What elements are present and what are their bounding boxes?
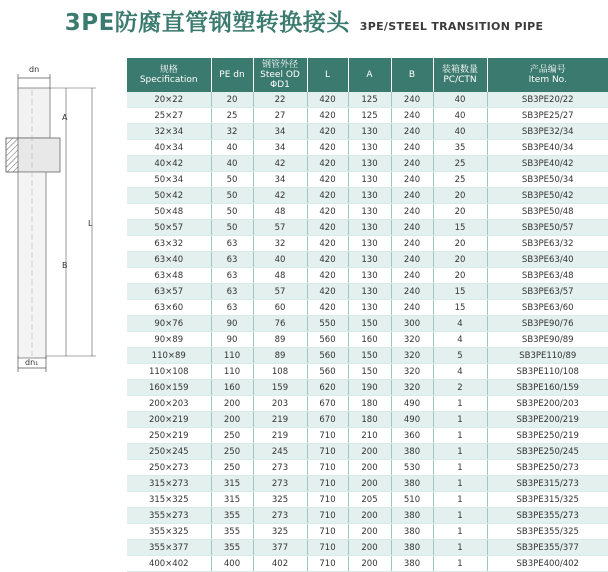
cell-pc-ctn: 1 bbox=[433, 524, 487, 540]
cell-item-no: SB3PE20/22 bbox=[487, 92, 608, 108]
cell-item-no: SB3PE250/219 bbox=[487, 428, 608, 444]
cell-pe-dn: 250 bbox=[211, 428, 253, 444]
cell-item-no: SB3PE160/159 bbox=[487, 380, 608, 396]
cell-steel-od: 377 bbox=[253, 540, 307, 556]
cell-pe-dn: 90 bbox=[211, 332, 253, 348]
cell-b: 300 bbox=[391, 316, 433, 332]
cell-pe-dn: 50 bbox=[211, 172, 253, 188]
cell-l: 420 bbox=[307, 252, 348, 268]
cell-specification: 40×34 bbox=[127, 140, 211, 156]
cell-specification: 90×89 bbox=[127, 332, 211, 348]
cell-item-no: SB3PE250/273 bbox=[487, 460, 608, 476]
table-row bbox=[127, 396, 608, 412]
cell-steel-od: 108 bbox=[253, 364, 307, 380]
cell-specification: 315×325 bbox=[127, 492, 211, 508]
header-pe-dn: PE dn bbox=[211, 58, 253, 92]
cell-l: 710 bbox=[307, 428, 348, 444]
cell-steel-od: 325 bbox=[253, 524, 307, 540]
cell-l: 560 bbox=[307, 348, 348, 364]
table-row bbox=[127, 172, 608, 188]
cell-l: 420 bbox=[307, 92, 348, 108]
cell-pc-ctn: 1 bbox=[433, 540, 487, 556]
table-row bbox=[127, 476, 608, 492]
cell-item-no: SB3PE40/42 bbox=[487, 156, 608, 172]
cell-pc-ctn: 1 bbox=[433, 412, 487, 428]
cell-b: 240 bbox=[391, 220, 433, 236]
cell-pe-dn: 20 bbox=[211, 92, 253, 108]
cell-b: 490 bbox=[391, 412, 433, 428]
cell-a: 200 bbox=[348, 556, 391, 572]
cell-l: 420 bbox=[307, 156, 348, 172]
cell-pe-dn: 355 bbox=[211, 524, 253, 540]
cell-pc-ctn: 4 bbox=[433, 316, 487, 332]
cell-pe-dn: 315 bbox=[211, 492, 253, 508]
cell-a: 130 bbox=[348, 156, 391, 172]
cell-l: 420 bbox=[307, 268, 348, 284]
table-row bbox=[127, 92, 608, 108]
cell-item-no: SB3PE63/32 bbox=[487, 236, 608, 252]
cell-steel-od: 42 bbox=[253, 188, 307, 204]
cell-pc-ctn: 25 bbox=[433, 156, 487, 172]
table-row bbox=[127, 156, 608, 172]
cell-l: 420 bbox=[307, 220, 348, 236]
cell-a: 130 bbox=[348, 140, 391, 156]
cell-l: 710 bbox=[307, 508, 348, 524]
table-row bbox=[127, 412, 608, 428]
cell-steel-od: 89 bbox=[253, 332, 307, 348]
cell-pc-ctn: 4 bbox=[433, 364, 487, 380]
cell-pe-dn: 50 bbox=[211, 220, 253, 236]
cell-a: 200 bbox=[348, 476, 391, 492]
cell-pe-dn: 200 bbox=[211, 412, 253, 428]
cell-pc-ctn: 1 bbox=[433, 460, 487, 476]
table-row bbox=[127, 204, 608, 220]
cell-steel-od: 34 bbox=[253, 140, 307, 156]
pipe-diagram bbox=[0, 60, 126, 380]
table-row bbox=[127, 236, 608, 252]
cell-steel-od: 48 bbox=[253, 204, 307, 220]
cell-l: 420 bbox=[307, 124, 348, 140]
cell-pe-dn: 355 bbox=[211, 540, 253, 556]
cell-a: 130 bbox=[348, 236, 391, 252]
table-row bbox=[127, 252, 608, 268]
cell-a: 205 bbox=[348, 492, 391, 508]
header-pc-ctn: 装箱数量 PC/CTN bbox=[433, 58, 487, 92]
cell-pc-ctn: 40 bbox=[433, 108, 487, 124]
table-row bbox=[127, 316, 608, 332]
cell-pe-dn: 25 bbox=[211, 108, 253, 124]
cell-l: 420 bbox=[307, 188, 348, 204]
cell-specification: 90×76 bbox=[127, 316, 211, 332]
cell-b: 240 bbox=[391, 252, 433, 268]
cell-specification: 63×60 bbox=[127, 300, 211, 316]
table-row bbox=[127, 492, 608, 508]
transition-collar bbox=[18, 138, 60, 172]
cell-pc-ctn: 1 bbox=[433, 476, 487, 492]
cell-steel-od: 34 bbox=[253, 124, 307, 140]
table-row bbox=[127, 300, 608, 316]
cell-b: 360 bbox=[391, 428, 433, 444]
cell-b: 380 bbox=[391, 508, 433, 524]
table-row bbox=[127, 556, 608, 572]
header-item-no: 产品编号 Item No. bbox=[487, 58, 608, 92]
cell-pe-dn: 400 bbox=[211, 556, 253, 572]
cell-a: 200 bbox=[348, 460, 391, 476]
cell-b: 380 bbox=[391, 444, 433, 460]
table-row bbox=[127, 284, 608, 300]
cell-b: 380 bbox=[391, 556, 433, 572]
cell-a: 160 bbox=[348, 332, 391, 348]
cell-pc-ctn: 1 bbox=[433, 444, 487, 460]
table-row bbox=[127, 188, 608, 204]
cell-l: 420 bbox=[307, 284, 348, 300]
cell-pe-dn: 110 bbox=[211, 364, 253, 380]
cell-pc-ctn: 1 bbox=[433, 428, 487, 444]
header-l: L bbox=[307, 58, 348, 92]
cell-pe-dn: 50 bbox=[211, 188, 253, 204]
cell-specification: 63×57 bbox=[127, 284, 211, 300]
cell-steel-od: 273 bbox=[253, 460, 307, 476]
cell-b: 240 bbox=[391, 236, 433, 252]
cell-pc-ctn: 20 bbox=[433, 252, 487, 268]
cell-pe-dn: 110 bbox=[211, 348, 253, 364]
table-row bbox=[127, 460, 608, 476]
cell-specification: 250×219 bbox=[127, 428, 211, 444]
cell-l: 710 bbox=[307, 524, 348, 540]
cell-steel-od: 325 bbox=[253, 492, 307, 508]
cell-l: 420 bbox=[307, 108, 348, 124]
cell-l: 670 bbox=[307, 412, 348, 428]
cell-item-no: SB3PE63/40 bbox=[487, 252, 608, 268]
cell-b: 380 bbox=[391, 524, 433, 540]
cell-specification: 355×273 bbox=[127, 508, 211, 524]
cell-item-no: SB3PE200/203 bbox=[487, 396, 608, 412]
table-row bbox=[127, 268, 608, 284]
cell-l: 420 bbox=[307, 172, 348, 188]
cell-specification: 110×108 bbox=[127, 364, 211, 380]
table-row bbox=[127, 140, 608, 156]
cell-pc-ctn: 2 bbox=[433, 380, 487, 396]
cell-item-no: SB3PE400/402 bbox=[487, 556, 608, 572]
cell-steel-od: 402 bbox=[253, 556, 307, 572]
cell-steel-od: 89 bbox=[253, 348, 307, 364]
cell-a: 125 bbox=[348, 108, 391, 124]
header-steel-od: 钢管外径 Steel OD ΦD1 bbox=[253, 58, 307, 92]
cell-specification: 63×48 bbox=[127, 268, 211, 284]
cell-b: 240 bbox=[391, 268, 433, 284]
cell-b: 380 bbox=[391, 540, 433, 556]
cell-specification: 40×42 bbox=[127, 156, 211, 172]
cell-pc-ctn: 20 bbox=[433, 268, 487, 284]
cell-a: 150 bbox=[348, 348, 391, 364]
cell-steel-od: 219 bbox=[253, 428, 307, 444]
cell-b: 490 bbox=[391, 396, 433, 412]
cell-pe-dn: 315 bbox=[211, 476, 253, 492]
cell-steel-od: 32 bbox=[253, 236, 307, 252]
cell-b: 240 bbox=[391, 108, 433, 124]
cell-pc-ctn: 5 bbox=[433, 348, 487, 364]
cell-item-no: SB3PE50/48 bbox=[487, 204, 608, 220]
cell-pe-dn: 63 bbox=[211, 300, 253, 316]
cell-pe-dn: 40 bbox=[211, 156, 253, 172]
cell-specification: 50×57 bbox=[127, 220, 211, 236]
cell-l: 710 bbox=[307, 460, 348, 476]
cell-a: 125 bbox=[348, 92, 391, 108]
cell-a: 180 bbox=[348, 412, 391, 428]
cell-pc-ctn: 35 bbox=[433, 140, 487, 156]
cell-b: 240 bbox=[391, 156, 433, 172]
cell-item-no: SB3PE315/325 bbox=[487, 492, 608, 508]
cell-specification: 32×34 bbox=[127, 124, 211, 140]
page-title bbox=[0, 4, 608, 37]
cell-b: 530 bbox=[391, 460, 433, 476]
cell-item-no: SB3PE63/60 bbox=[487, 300, 608, 316]
cell-a: 190 bbox=[348, 380, 391, 396]
cell-item-no: SB3PE90/76 bbox=[487, 316, 608, 332]
cell-pe-dn: 355 bbox=[211, 508, 253, 524]
cell-steel-od: 57 bbox=[253, 284, 307, 300]
cell-pc-ctn: 20 bbox=[433, 204, 487, 220]
cell-item-no: SB3PE50/42 bbox=[487, 188, 608, 204]
cell-a: 150 bbox=[348, 316, 391, 332]
table-row bbox=[127, 428, 608, 444]
cell-steel-od: 34 bbox=[253, 172, 307, 188]
cell-pc-ctn: 25 bbox=[433, 172, 487, 188]
cell-item-no: SB3PE50/34 bbox=[487, 172, 608, 188]
cell-pc-ctn: 15 bbox=[433, 284, 487, 300]
cell-item-no: SB3PE200/219 bbox=[487, 412, 608, 428]
cell-steel-od: 203 bbox=[253, 396, 307, 412]
cell-b: 320 bbox=[391, 364, 433, 380]
cell-specification: 315×273 bbox=[127, 476, 211, 492]
cell-specification: 110×89 bbox=[127, 348, 211, 364]
cell-steel-od: 273 bbox=[253, 476, 307, 492]
cell-specification: 400×402 bbox=[127, 556, 211, 572]
cell-steel-od: 245 bbox=[253, 444, 307, 460]
cell-steel-od: 76 bbox=[253, 316, 307, 332]
cell-b: 240 bbox=[391, 188, 433, 204]
table-row bbox=[127, 540, 608, 556]
cell-item-no: SB3PE50/57 bbox=[487, 220, 608, 236]
cell-item-no: SB3PE315/273 bbox=[487, 476, 608, 492]
cell-a: 130 bbox=[348, 124, 391, 140]
cell-b: 320 bbox=[391, 380, 433, 396]
cell-item-no: SB3PE32/34 bbox=[487, 124, 608, 140]
cell-l: 710 bbox=[307, 492, 348, 508]
cell-l: 710 bbox=[307, 540, 348, 556]
table-row bbox=[127, 524, 608, 540]
table-row bbox=[127, 332, 608, 348]
table-row bbox=[127, 364, 608, 380]
cell-b: 380 bbox=[391, 476, 433, 492]
cell-pc-ctn: 40 bbox=[433, 92, 487, 108]
cell-specification: 250×273 bbox=[127, 460, 211, 476]
cell-b: 240 bbox=[391, 204, 433, 220]
table-body bbox=[127, 92, 608, 572]
cell-pc-ctn: 15 bbox=[433, 300, 487, 316]
dim-label-l: L bbox=[88, 219, 93, 228]
cell-pc-ctn: 1 bbox=[433, 508, 487, 524]
cell-a: 130 bbox=[348, 188, 391, 204]
cell-steel-od: 57 bbox=[253, 220, 307, 236]
cell-b: 320 bbox=[391, 348, 433, 364]
table-row bbox=[127, 444, 608, 460]
cell-specification: 200×219 bbox=[127, 412, 211, 428]
cell-specification: 25×27 bbox=[127, 108, 211, 124]
cell-pe-dn: 160 bbox=[211, 380, 253, 396]
cell-b: 240 bbox=[391, 172, 433, 188]
dim-label-dn1: dn₁ bbox=[25, 358, 39, 367]
cell-item-no: SB3PE250/245 bbox=[487, 444, 608, 460]
cell-steel-od: 42 bbox=[253, 156, 307, 172]
cell-a: 130 bbox=[348, 220, 391, 236]
cell-pe-dn: 250 bbox=[211, 444, 253, 460]
cell-item-no: SB3PE25/27 bbox=[487, 108, 608, 124]
cell-pe-dn: 63 bbox=[211, 236, 253, 252]
cell-pc-ctn: 15 bbox=[433, 220, 487, 236]
cell-a: 130 bbox=[348, 204, 391, 220]
table-row bbox=[127, 108, 608, 124]
cell-l: 420 bbox=[307, 300, 348, 316]
cell-pe-dn: 63 bbox=[211, 252, 253, 268]
cell-b: 240 bbox=[391, 124, 433, 140]
cell-item-no: SB3PE355/325 bbox=[487, 524, 608, 540]
dim-label-a: A bbox=[62, 113, 68, 122]
technical-drawing bbox=[0, 60, 126, 380]
header-specification: 规格 Specification bbox=[127, 58, 211, 92]
cell-item-no: SB3PE110/108 bbox=[487, 364, 608, 380]
cell-item-no: SB3PE90/89 bbox=[487, 332, 608, 348]
cell-specification: 250×245 bbox=[127, 444, 211, 460]
cell-steel-od: 48 bbox=[253, 268, 307, 284]
header-b: B bbox=[391, 58, 433, 92]
cell-steel-od: 159 bbox=[253, 380, 307, 396]
cell-b: 240 bbox=[391, 284, 433, 300]
cell-a: 180 bbox=[348, 396, 391, 412]
table-header-row bbox=[127, 58, 608, 92]
cell-item-no: SB3PE40/34 bbox=[487, 140, 608, 156]
cell-steel-od: 273 bbox=[253, 508, 307, 524]
cell-a: 130 bbox=[348, 252, 391, 268]
cell-item-no: SB3PE63/57 bbox=[487, 284, 608, 300]
table-row bbox=[127, 348, 608, 364]
cell-a: 130 bbox=[348, 284, 391, 300]
cell-steel-od: 40 bbox=[253, 252, 307, 268]
cell-pc-ctn: 1 bbox=[433, 492, 487, 508]
cell-item-no: SB3PE110/89 bbox=[487, 348, 608, 364]
cell-item-no: SB3PE355/273 bbox=[487, 508, 608, 524]
cell-a: 130 bbox=[348, 172, 391, 188]
cell-steel-od: 219 bbox=[253, 412, 307, 428]
cell-pc-ctn: 1 bbox=[433, 396, 487, 412]
cell-a: 130 bbox=[348, 300, 391, 316]
cell-l: 620 bbox=[307, 380, 348, 396]
table-row bbox=[127, 508, 608, 524]
cell-l: 420 bbox=[307, 204, 348, 220]
cell-b: 240 bbox=[391, 140, 433, 156]
cell-l: 710 bbox=[307, 476, 348, 492]
cell-a: 200 bbox=[348, 540, 391, 556]
cell-a: 200 bbox=[348, 444, 391, 460]
cell-item-no: SB3PE63/48 bbox=[487, 268, 608, 284]
cell-specification: 355×325 bbox=[127, 524, 211, 540]
cell-a: 210 bbox=[348, 428, 391, 444]
cell-specification: 200×203 bbox=[127, 396, 211, 412]
cell-b: 320 bbox=[391, 332, 433, 348]
cell-l: 420 bbox=[307, 236, 348, 252]
table-row bbox=[127, 220, 608, 236]
dim-label-dn: dn bbox=[29, 65, 40, 74]
cell-steel-od: 22 bbox=[253, 92, 307, 108]
cell-specification: 50×48 bbox=[127, 204, 211, 220]
cell-l: 710 bbox=[307, 556, 348, 572]
cell-specification: 50×34 bbox=[127, 172, 211, 188]
table-row bbox=[127, 380, 608, 396]
table-row bbox=[127, 124, 608, 140]
cell-pe-dn: 63 bbox=[211, 284, 253, 300]
cell-b: 510 bbox=[391, 492, 433, 508]
cell-pe-dn: 32 bbox=[211, 124, 253, 140]
cell-a: 150 bbox=[348, 364, 391, 380]
cell-pe-dn: 200 bbox=[211, 396, 253, 412]
cell-a: 130 bbox=[348, 268, 391, 284]
cell-specification: 20×22 bbox=[127, 92, 211, 108]
cell-specification: 63×40 bbox=[127, 252, 211, 268]
cell-item-no: SB3PE355/377 bbox=[487, 540, 608, 556]
cell-steel-od: 27 bbox=[253, 108, 307, 124]
cell-pc-ctn: 1 bbox=[433, 556, 487, 572]
title-english: 3PE/STEEL TRANSITION PIPE bbox=[359, 20, 544, 33]
cell-pe-dn: 90 bbox=[211, 316, 253, 332]
cell-a: 200 bbox=[348, 524, 391, 540]
cell-l: 560 bbox=[307, 364, 348, 380]
cell-pc-ctn: 20 bbox=[433, 236, 487, 252]
pe-pipe-section bbox=[18, 88, 50, 138]
cell-specification: 355×377 bbox=[127, 540, 211, 556]
cell-l: 420 bbox=[307, 140, 348, 156]
header-a: A bbox=[348, 58, 391, 92]
cell-pc-ctn: 40 bbox=[433, 124, 487, 140]
cell-pe-dn: 63 bbox=[211, 268, 253, 284]
cell-l: 670 bbox=[307, 396, 348, 412]
title-chinese: 3PE防腐直管钢塑转换接头 bbox=[64, 10, 350, 36]
cell-b: 240 bbox=[391, 300, 433, 316]
cell-pe-dn: 40 bbox=[211, 140, 253, 156]
dim-label-b: B bbox=[62, 261, 68, 270]
cell-pe-dn: 50 bbox=[211, 204, 253, 220]
cell-pc-ctn: 20 bbox=[433, 188, 487, 204]
cell-pc-ctn: 4 bbox=[433, 332, 487, 348]
cell-specification: 50×42 bbox=[127, 188, 211, 204]
cell-steel-od: 60 bbox=[253, 300, 307, 316]
cell-a: 200 bbox=[348, 508, 391, 524]
cell-pe-dn: 250 bbox=[211, 460, 253, 476]
cell-l: 710 bbox=[307, 444, 348, 460]
cell-b: 240 bbox=[391, 92, 433, 108]
spec-table bbox=[127, 58, 608, 572]
cell-l: 550 bbox=[307, 316, 348, 332]
cell-l: 560 bbox=[307, 332, 348, 348]
cell-specification: 63×32 bbox=[127, 236, 211, 252]
cell-specification: 160×159 bbox=[127, 380, 211, 396]
